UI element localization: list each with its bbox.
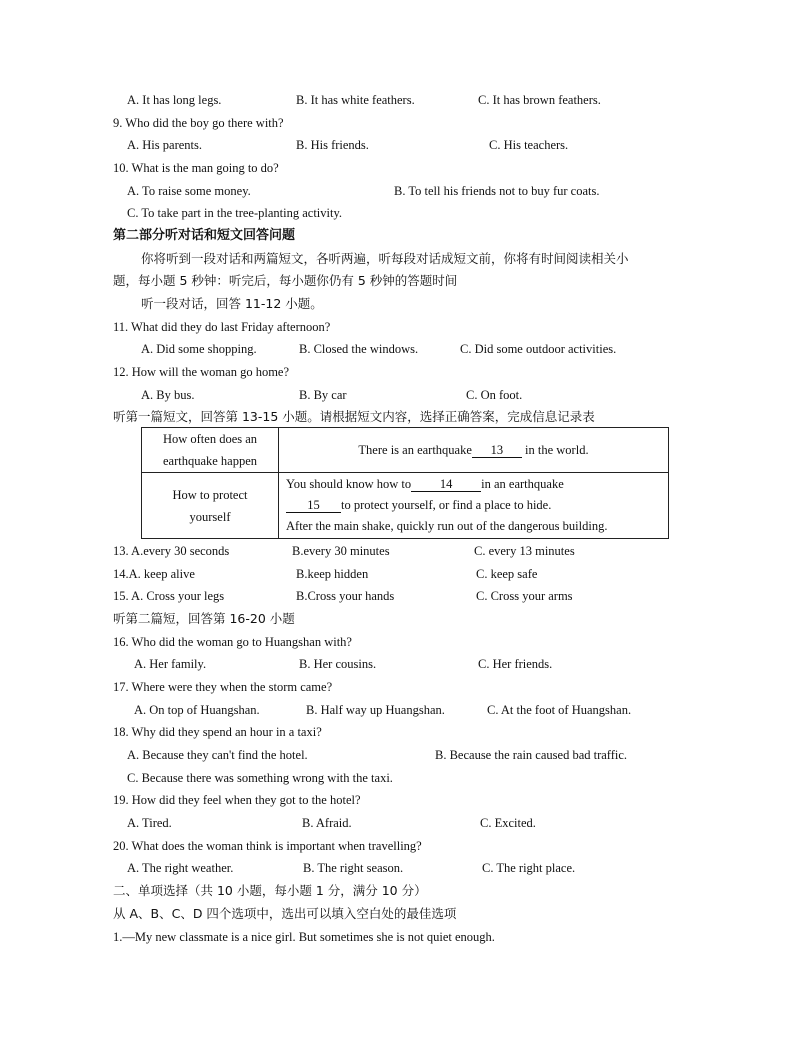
q10-option-a: A. To raise some money.	[127, 184, 251, 198]
table-row2-l3: After the main shake, quickly run out of the dangerous building.	[286, 519, 608, 533]
q15-option-a: 15. A. Cross your legs	[113, 589, 225, 603]
table-row1-content	[279, 428, 669, 473]
q19-option-b: B. Afraid.	[302, 816, 352, 830]
q12-option-b: B. By car	[299, 388, 347, 402]
part2-heading: 第二部分听对话和短文回答问题	[113, 228, 296, 243]
table-row2-label-line1: How to protect	[172, 487, 248, 502]
info-record-table	[141, 427, 669, 539]
q11-option-c: C. Did some outdoor activities.	[460, 342, 617, 356]
section2-heading: 二、单项选择（共 10 小题，每小题 1 分，满分 10 分）	[113, 883, 427, 898]
q18-question: 18. Why did they spend an hour in a taxi?	[113, 725, 322, 739]
q8-option-b: B. It has white feathers.	[296, 93, 415, 107]
q14-option-a: 14.A. keep alive	[113, 567, 195, 581]
q10-option-c: C. To take part in the tree-planting activity.	[127, 206, 343, 220]
table-row2-content	[279, 473, 669, 539]
q19-question: 19. How did they feel when they got to the hotel?	[113, 793, 361, 807]
table-row1-post: in the world.	[521, 442, 589, 457]
q15-option-c: C. Cross your arms	[476, 589, 573, 603]
q15-option-b: B.Cross your hands	[296, 589, 395, 603]
section2-q1: 1.—My new classmate is a nice girl. But sometimes she is not quiet enough.	[113, 930, 495, 944]
q19-option-a: A. Tired.	[127, 816, 172, 830]
table-row1-label	[142, 428, 279, 473]
q12-option-a: A. By bus.	[141, 388, 195, 402]
q11-option-a: A. Did some shopping.	[141, 342, 257, 356]
q9-option-b: B. His friends.	[296, 138, 369, 152]
q16-option-b: B. Her cousins.	[299, 657, 377, 671]
q9-option-c: C. His teachers.	[489, 138, 569, 152]
table-row2-l1-post: in an earthquake	[481, 477, 564, 491]
q13-option-c: C. every 13 minutes	[474, 544, 575, 558]
q12-question: 12. How will the woman go home?	[113, 365, 290, 379]
q17-option-c: C. At the foot of Huangshan.	[487, 703, 632, 717]
table-row2-l2-post: to protect yourself, or find a place to hide.	[341, 498, 552, 512]
table-row1-label-line2: earthquake happen	[162, 454, 258, 468]
part2-intro-line1: 你将听到一段对话和两篇短文，各听两遍，听每段对话成短文前，你将有时间阅读相关小	[141, 251, 629, 266]
q12-option-c: C. On foot.	[466, 388, 523, 402]
table-row2-label	[142, 473, 279, 539]
q16-question: 16. Who did the woman go to Huangshan with?	[113, 635, 352, 649]
q13-option-b: B.every 30 minutes	[292, 544, 390, 558]
section2-instructions: 从 A、B、C、D 四个选项中，选出可以填入空白处的最佳选项	[113, 906, 457, 921]
q17-question: 17. Where were they when the storm came?	[113, 680, 333, 694]
q11-question: 11. What did they do last Friday afternoon?	[113, 320, 331, 334]
q17-option-b: B. Half way up Huangshan.	[306, 703, 445, 717]
q8-option-c: C. It has brown feathers.	[478, 93, 601, 107]
passage1-note: 听第一篇短文，回答第 13-15 小题。请根据短文内容，选择正确答案，完成信息记录表	[113, 409, 595, 424]
q13-option-a: 13. A.every 30 seconds	[113, 544, 230, 558]
q18-option-b: B. Because the rain caused bad traffic.	[435, 748, 628, 762]
q14-option-b: B.keep hidden	[296, 567, 369, 581]
q20-option-c: C. The right place.	[482, 861, 576, 875]
q17-option-a: A. On top of Huangshan.	[134, 703, 260, 717]
part2-intro-line2: 题，每小题 5 秒钟：听完后，每小题你仍有 5 秒钟的答题时间	[113, 273, 458, 288]
q11-option-b: B. Closed the windows.	[299, 342, 419, 356]
q10-question: 10. What is the man going to do?	[113, 161, 279, 175]
q18-option-a: A. Because they can't find the hotel.	[127, 748, 308, 762]
table-row1-label-line1: How often does an	[162, 432, 258, 446]
q9-question: 9. Who did the boy go there with?	[113, 116, 284, 130]
blank-13[interactable]: 13	[472, 443, 522, 458]
q8-option-a: A. It has long legs.	[127, 93, 222, 107]
blank-14[interactable]: 14	[411, 477, 481, 492]
q16-option-c: C. Her friends.	[478, 657, 553, 671]
dialog-note: 听一段对话，回答 11-12 小题。	[141, 296, 323, 311]
passage2-note: 听第二篇短，回答第 16-20 小题	[113, 611, 295, 626]
table-row2-l1-pre: You should know how to	[286, 477, 412, 491]
q9-option-a: A. His parents.	[127, 138, 202, 152]
q20-option-a: A. The right weather.	[127, 861, 234, 875]
q20-option-b: B. The right season.	[303, 861, 404, 875]
q18-option-c: C. Because there was something wrong with the taxi.	[127, 771, 393, 785]
q14-option-c: C. keep safe	[476, 567, 538, 581]
q19-option-c: C. Excited.	[480, 816, 536, 830]
q10-option-b: B. To tell his friends not to buy fur coats.	[394, 184, 600, 198]
blank-15[interactable]: 15	[286, 498, 341, 513]
table-row2-label-line2: yourself	[189, 509, 231, 524]
table-row1-pre: There is an earthquake	[358, 442, 472, 457]
q16-option-a: A. Her family.	[134, 657, 207, 671]
q20-question: 20. What does the woman think is important when travelling?	[113, 839, 422, 853]
